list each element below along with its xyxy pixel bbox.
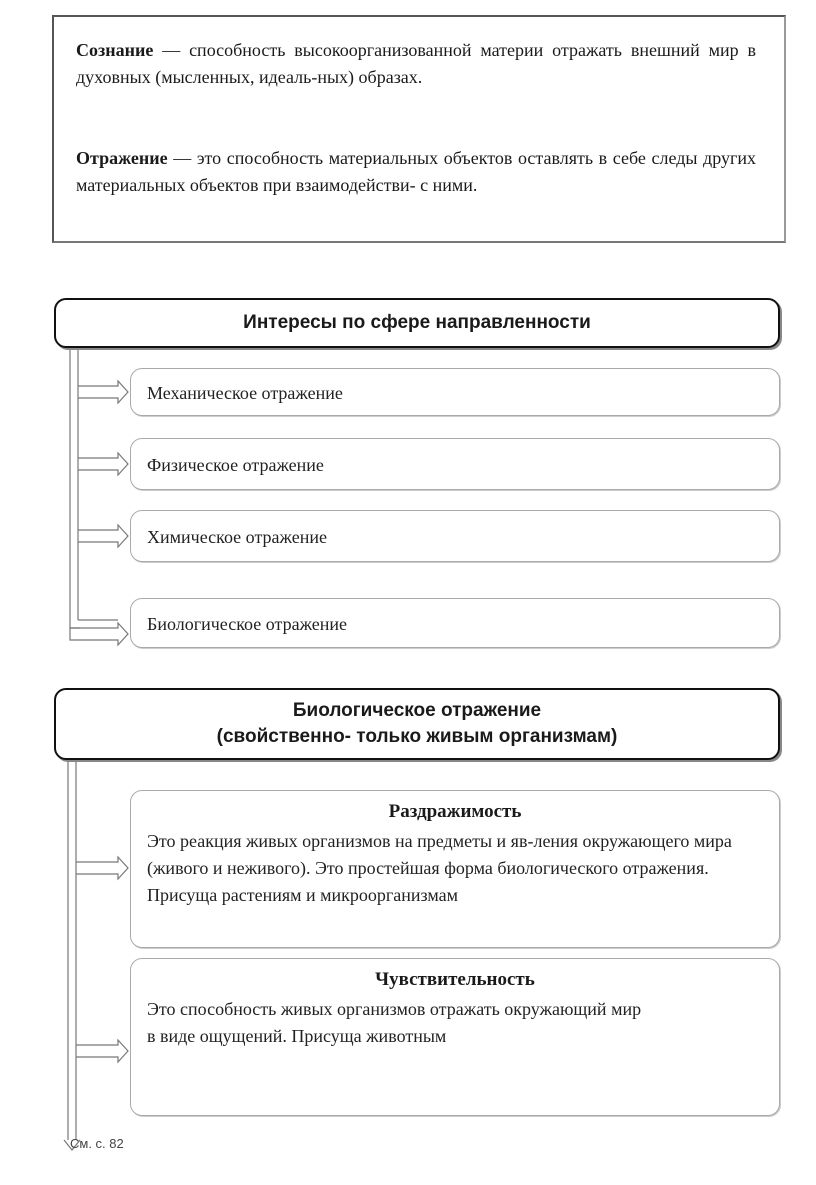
item-mechanical (130, 368, 780, 416)
item-physical (130, 438, 780, 490)
section2-header-line2: (свойственно- только живым организмам) (216, 726, 618, 747)
item-biological (130, 598, 780, 648)
section2-trunk (68, 760, 76, 1140)
detail-irritability-title: Раздражимость (388, 801, 522, 822)
arrow-mechanical (78, 381, 128, 403)
definition-consciousness-text: — способность высокоорганизованной материи отражать внешний мир в духовных (мысленных, идеаль-ных) образах. (76, 40, 756, 87)
detail-irritability-text: Это реакция живых организмов на предметы и яв-ления окружающего мира (живого и неживого). Это простейшая форма биологического отражения. Присуща растениям и микроорганизмам (147, 831, 732, 905)
item-mechanical-label: Механическое отражение (147, 383, 343, 403)
arrow-irritability (76, 857, 128, 879)
arrow-physical (78, 453, 128, 475)
item-chemical-label: Химическое отражение (147, 527, 327, 547)
arrow-chemical (78, 525, 128, 547)
item-chemical (130, 510, 780, 562)
detail-sensitivity-text: Это способность живых организмов отражать окружающий мир в виде ощущений. Присуща животным (147, 999, 642, 1046)
section1-trunk (70, 348, 80, 628)
arrow-biological (70, 623, 128, 645)
item-biological-label: Биологическое отражение (147, 614, 348, 634)
arrow-sensitivity (76, 1040, 128, 1062)
item-physical-label: Физическое отражение (147, 455, 324, 475)
term-consciousness: Сознание (76, 40, 154, 60)
detail-sensitivity (130, 958, 780, 1116)
section2-header-line1: Биологическое отражение (292, 700, 542, 721)
detail-irritability (130, 790, 780, 948)
section2-header (54, 688, 780, 760)
section1-header: Интересы по сфере направленности (54, 298, 780, 348)
definition-reflection-text: — это способность материальных объектов оставлять в себе следы других материальных объектов при взаимодействи- с ними. (76, 148, 756, 195)
term-reflection: Отражение (76, 148, 168, 168)
footnote: См. с. 82 (70, 1136, 124, 1151)
detail-sensitivity-title: Чувствительность (375, 969, 535, 990)
